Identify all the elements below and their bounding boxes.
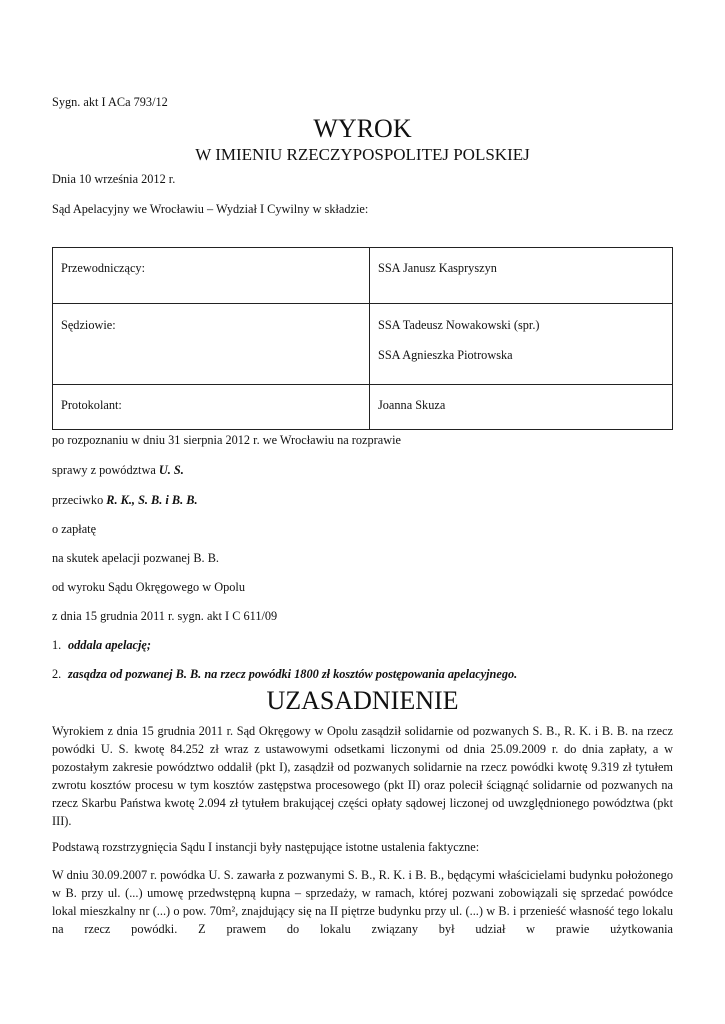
plaintiff-name: U. S. bbox=[158, 463, 184, 477]
court-composition-table bbox=[52, 247, 673, 430]
justification-paragraph: W dniu 30.09.2007 r. powódka U. S. zawarła z pozwanymi S. B., R. K. i B. B., będącymi właścicielami budynku położonego w B. przy ul. (...) umowę przedwstępną kupna – sprzedaży, w ramach, której pozwani zobowiązali się sprzedać powódce lokal mieszkalny nr (...) o pow. 70m², znajdujący się na II piętrze budynku przy ul. (...) w B. i przenieść własność tego lokalu na rzecz powódki. Z prawem do lokalu związany był udział w prawie użytkowania bbox=[52, 868, 673, 937]
ruling-text: oddala apelację; bbox=[68, 638, 151, 652]
judge-name: SSA Tadeusz Nowakowski (spr.) bbox=[378, 318, 540, 332]
clerk-label: Protokolant: bbox=[53, 385, 370, 430]
ruling-item bbox=[52, 638, 151, 653]
proceedings-line: od wyroku Sądu Okręgowego w Opolu bbox=[52, 580, 245, 594]
proceedings-line bbox=[52, 493, 198, 508]
ruling-item bbox=[52, 667, 517, 682]
proceedings-line bbox=[52, 463, 184, 478]
justification-title: UZASADNIENIE bbox=[266, 686, 459, 715]
proceedings-line: o zapłatę bbox=[52, 522, 97, 536]
proceedings-text: przeciwko bbox=[52, 493, 107, 507]
table-row bbox=[53, 385, 673, 430]
judges-label: Sędziowie: bbox=[53, 304, 370, 385]
ruling-text: zasądza od pozwanej B. B. na rzecz powódki 1800 zł kosztów postępowania apelacyjnego. bbox=[68, 667, 518, 681]
proceedings-line: na skutek apelacji pozwanej B. B. bbox=[52, 551, 219, 565]
justification-paragraph: Wyrokiem z dnia 15 grudnia 2011 r. Sąd Okręgowy w Opolu zasądził solidarnie od pozwanych S. B., R. K. i B. B. na rzecz powódki U. S. kwotę 84.252 zł wraz z ustawowymi odsetkami liczonymi od dnia 25.09.2009 r. do dnia zapłaty, a w pozostałym zakresie powództwo oddalił (pkt I), zasądził od pozwanych solidarnie na rzecz powódki kwotę 9.319 zł tytułem zwrotu kosztów procesu w tym kosztów zastępstwa procesowego (pkt II) oraz polecił ściągnąć solidarnie od pozwanych na rzecz Skarbu Państwa kwotę 2.094 zł tytułem brakującej części opłaty sądowej liczonej od uwzględnionego powództwa (pkt III). bbox=[52, 724, 673, 829]
judgment-title: WYROK bbox=[313, 114, 412, 143]
table-row bbox=[53, 304, 673, 385]
proceedings-text: sprawy z powództwa bbox=[52, 463, 159, 477]
court-composition-intro: Sąd Apelacyjny we Wrocławiu – Wydział I Cywilny w składzie: bbox=[52, 202, 369, 216]
judges-names bbox=[370, 304, 673, 385]
judge-name: SSA Agnieszka Piotrowska bbox=[378, 348, 513, 362]
clerk-name: Joanna Skuza bbox=[370, 385, 673, 430]
judgment-subtitle: W IMIENIU RZECZYPOSPOLITEJ POLSKIEJ bbox=[195, 145, 530, 164]
proceedings-line: z dnia 15 grudnia 2011 r. sygn. akt I C 611/09 bbox=[52, 609, 278, 623]
presiding-label: Przewodniczący: bbox=[53, 248, 370, 304]
justification-paragraph: Podstawą rozstrzygnięcia Sądu I instancji były następujące istotne ustalenia faktyczne: bbox=[52, 840, 480, 854]
presiding-name: SSA Janusz Kaspryszyn bbox=[370, 248, 673, 304]
judgment-date: Dnia 10 września 2012 r. bbox=[52, 172, 176, 186]
defendants-names: R. K., S. B. i B. B. bbox=[106, 493, 198, 507]
case-signature: Sygn. akt I ACa 793/12 bbox=[52, 95, 168, 109]
ruling-number: 2. bbox=[52, 667, 62, 681]
proceedings-line: po rozpoznaniu w dniu 31 sierpnia 2012 r. we Wrocławiu na rozprawie bbox=[52, 433, 401, 447]
ruling-number: 1. bbox=[52, 638, 62, 652]
table-row bbox=[53, 248, 673, 304]
